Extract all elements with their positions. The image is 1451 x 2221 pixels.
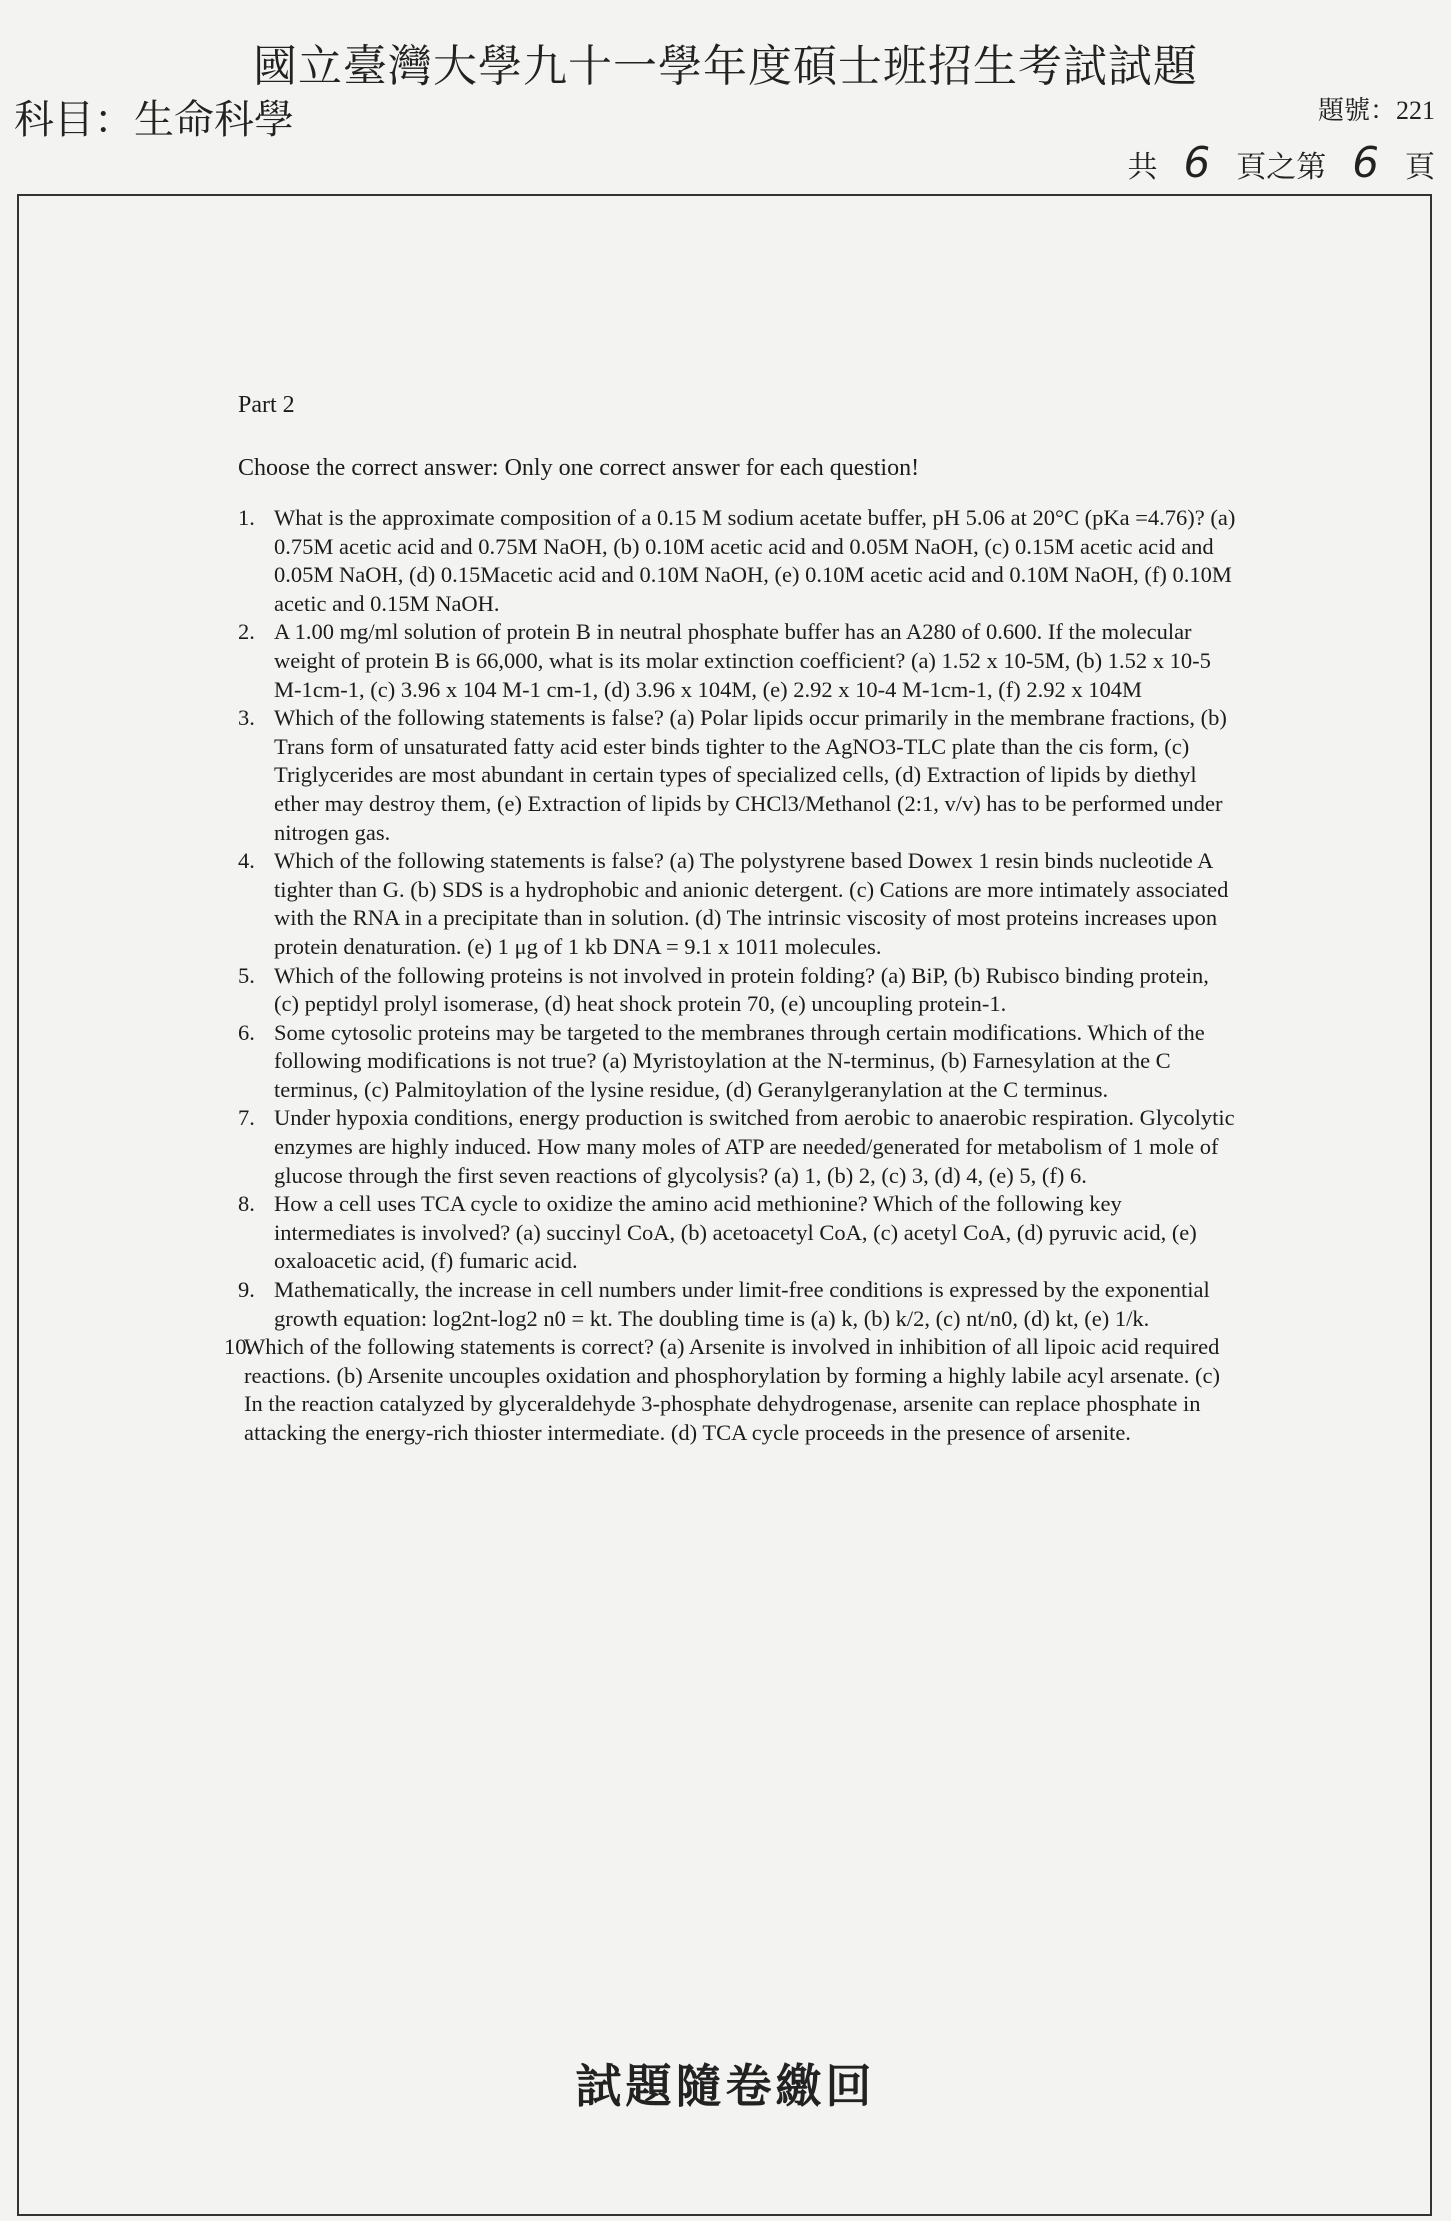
question-number-label: 9. bbox=[238, 1277, 255, 1303]
question-number-label: 3. bbox=[238, 705, 255, 731]
question-number-label: 7. bbox=[238, 1105, 255, 1131]
instructions: Choose the correct answer: Only one correct answer for each question! bbox=[238, 455, 920, 481]
question-text: Mathematically, the increase in cell numbers under limit-free conditions is expressed by the exponential growth equation: log2nt-log2 n0 = kt. The doubling time is (a) k, (b) k/2, (c) nt/n0, (d) kt, (e) 1/k. bbox=[274, 1277, 1210, 1331]
return-notice: 試題隨卷繳回 bbox=[575, 2061, 876, 2112]
question-text: Which of the following statements is false? (a) The polystyrene based Dowex 1 resin binds nucleotide A tighter than G. (b) SDS is a hydrophobic and anionic detergent. (c) Cations are more intimately associated with the RNA in a precipitate than in solution. (d) The intrinsic viscosity of most proteins increases upon protein denaturation. (e) 1 μg of 1 kb DNA = 9.1 x 1011 molecules. bbox=[274, 848, 1229, 959]
question-text: How a cell uses TCA cycle to oxidize the amino acid methionine? Which of the following key intermediates is involved? (a) succinyl CoA, (b) acetoacetyl CoA, (c) acetyl CoA, (d) pyruvic acid, (e) oxaloacetic acid, (f) fumaric acid. bbox=[274, 1191, 1197, 1274]
question-number-label: 1. bbox=[238, 505, 255, 530]
question-text: Which of the following statements is false? (a) Polar lipids occur primarily in the membrane fractions, (b) Trans form of unsaturated fatty acid ester binds tighter to the AgNO3-TLC plate than the cis form, (c) Triglycerides are most abundant in certain types of specialized cells, (d) Extraction of lipids by diethyl ether may destroy them, (e) Extraction of lipids by CHCl3/Methanol (2:1, v/v) has to be performed under nitrogen gas. bbox=[274, 705, 1227, 845]
pager-total: 6 bbox=[1183, 138, 1211, 187]
subject-label: 科目：生命科學 bbox=[14, 97, 294, 142]
question-item bbox=[238, 962, 1238, 1019]
question-text: Which of the following proteins is not involved in protein folding? (a) BiP, (b) Rubisco binding protein, (c) peptidyl prolyl isomerase, (d) heat shock protein 70, (e) uncoupling protein-1. bbox=[274, 962, 1209, 1017]
exam-title: 國立臺灣大學九十一學年度碩士班招生考試試題 bbox=[253, 42, 1198, 91]
question-item bbox=[224, 1333, 1238, 1447]
question-number: 題號：221 bbox=[1317, 96, 1435, 125]
question-item bbox=[238, 1104, 1238, 1190]
question-item bbox=[238, 618, 1238, 704]
question-number-label: 2. bbox=[238, 619, 255, 645]
pager-total-prefix: 共 bbox=[1127, 151, 1158, 184]
question-text: A 1.00 mg/ml solution of protein B in neutral phosphate buffer has an A280 of 0.600. If the molecular weight of protein B is 66,000, what is its molar extinction coefficient? (a) 1.52 x 10-5M, (b) 1.52 x 10-5 M-1cm-1, (c) 3.96 x 104 M-1 cm-1, (d) 3.96 x 104M, (e) 2.92 x 10-4 M-1cm-1, (f) 2.92 x 104M bbox=[274, 619, 1211, 702]
pager-middle: 頁之第 bbox=[1236, 151, 1327, 184]
question-item bbox=[238, 704, 1238, 847]
part-heading: Part 2 bbox=[238, 392, 295, 418]
question-number-label: 8. bbox=[238, 1191, 255, 1217]
question-item bbox=[238, 1190, 1238, 1276]
question-item bbox=[238, 1276, 1238, 1333]
question-text: Which of the following statements is correct? (a) Arsenite is involved in inhibition of all lipoic acid required reactions. (b) Arsenite uncouples oxidation and phosphorylation by forming a highly labile acyl arsenate. (c) In the reaction catalyzed by glyceraldehyde 3-phosphate dehydrogenase, arsenite can replace phosphate in attacking the energy-rich thioster intermediate. (d) TCA cycle proceeds in the presence of arsenite. bbox=[244, 1334, 1220, 1445]
page-indicator bbox=[1128, 138, 1435, 187]
question-text: What is the approximate composition of a 0.15 M sodium acetate buffer, pH 5.06 at 20°C (pKa =4.76)? (a) 0.75M acetic acid and 0.75M NaOH, (b) 0.10M acetic acid and 0.05M NaOH, (c) 0.15M acetic acid and 0.05M NaOH, (d) 0.15Macetic acid and 0.10M NaOH, (e) 0.10M acetic acid and 0.10M NaOH, (f) 0.10M acetic and 0.15M NaOH. bbox=[274, 505, 1236, 616]
pager-current: 6 bbox=[1352, 138, 1379, 187]
question-item bbox=[238, 504, 1238, 618]
question-section bbox=[224, 392, 1238, 1448]
question-number-label: 10. bbox=[224, 1334, 253, 1360]
question-text: Some cytosolic proteins may be targeted to the membranes through certain modifications. Which of the following modifications is not true? (a) Myristoylation at the N-terminus, (b) Farnesylation at the C terminus, (c) Palmitoylation of the lysine residue, (d) Geranylgeranylation at the C terminus. bbox=[274, 1019, 1205, 1102]
question-text: Under hypoxia conditions, energy production is switched from aerobic to anaerobic respiration. Glycolytic enzymes are highly induced. How many moles of ATP are needed/generated for metabolism of 1 mole of glucose through the first seven reactions of glycolysis? (a) 1, (b) 2, (c) 3, (d) 4, (e) 5, (f) 6. bbox=[274, 1105, 1235, 1188]
question-item bbox=[238, 847, 1238, 961]
question-item bbox=[238, 1019, 1238, 1105]
question-number-label: 5. bbox=[238, 962, 255, 988]
pager-suffix: 頁 bbox=[1405, 151, 1435, 184]
question-number-label: 4. bbox=[238, 848, 255, 874]
question-number-label: 6. bbox=[238, 1019, 255, 1045]
